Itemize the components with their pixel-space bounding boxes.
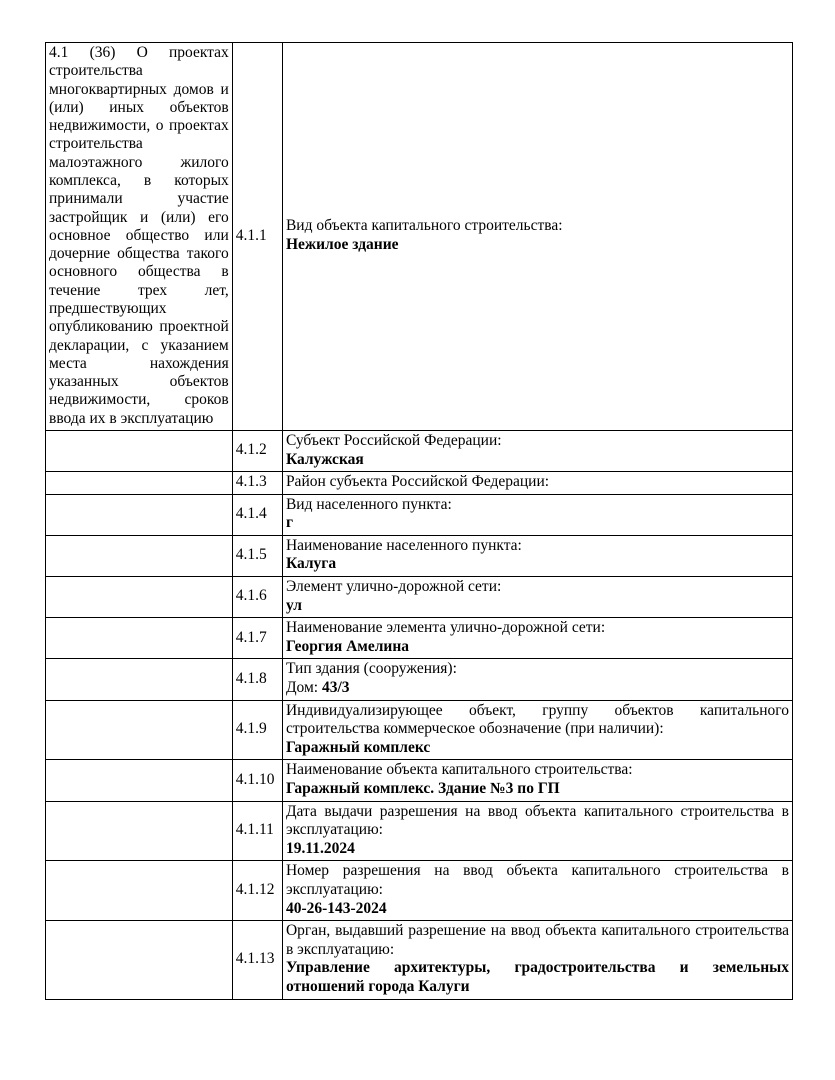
field-value: ул bbox=[285, 596, 302, 614]
field-value-line bbox=[286, 679, 789, 698]
field-label: Субъект Российской Федерации: bbox=[285, 431, 502, 449]
field-value-line bbox=[286, 638, 789, 657]
field-label: Номер разрешения на ввод объекта капитального строительства в эксплуатацию: bbox=[285, 862, 789, 898]
field-value: Нежилое здание bbox=[285, 235, 399, 253]
field-value: Калужская bbox=[285, 450, 364, 468]
field-value-prefix: Дом: bbox=[285, 679, 322, 697]
table-row bbox=[46, 430, 793, 471]
empty-left-cell bbox=[46, 659, 233, 700]
row-code: 4.1.9 bbox=[235, 720, 267, 738]
row-code-cell bbox=[232, 494, 282, 535]
field-value: Георгия Амелина bbox=[285, 637, 410, 655]
field-value-line bbox=[286, 597, 789, 616]
empty-left-cell bbox=[46, 618, 233, 659]
row-code: 4.1.4 bbox=[235, 504, 267, 522]
row-content-cell bbox=[282, 472, 792, 495]
row-content-cell bbox=[282, 921, 792, 999]
empty-left-cell bbox=[46, 760, 233, 801]
field-value-line bbox=[286, 780, 789, 799]
row-code: 4.1.3 bbox=[235, 473, 267, 491]
empty-left-cell bbox=[46, 430, 233, 471]
empty-left-cell bbox=[46, 535, 233, 576]
empty-left-cell bbox=[46, 472, 233, 495]
empty-left-cell bbox=[46, 801, 233, 861]
field-value-line bbox=[286, 840, 789, 859]
field-value-line bbox=[286, 451, 789, 470]
row-code: 4.1.12 bbox=[235, 880, 275, 898]
row-code-cell bbox=[232, 535, 282, 576]
row-content-cell bbox=[282, 535, 792, 576]
field-value-line bbox=[286, 959, 789, 996]
row-content-cell bbox=[282, 618, 792, 659]
field-value: Гаражный комплекс bbox=[285, 738, 431, 756]
field-value: Калуга bbox=[285, 555, 337, 573]
row-content-cell bbox=[282, 43, 792, 431]
row-code: 4.1.10 bbox=[235, 770, 275, 788]
empty-left-cell bbox=[46, 700, 233, 760]
field-value-line bbox=[286, 555, 789, 574]
row-code-cell bbox=[232, 700, 282, 760]
empty-left-cell bbox=[46, 921, 233, 999]
row-code-cell bbox=[232, 618, 282, 659]
table-row bbox=[46, 618, 793, 659]
table-row bbox=[46, 494, 793, 535]
row-code: 4.1.11 bbox=[235, 821, 274, 839]
field-label: Наименование объекта капитального строительства: bbox=[285, 761, 633, 779]
row-content-cell bbox=[282, 700, 792, 760]
row-code-cell bbox=[232, 801, 282, 861]
field-value: г bbox=[285, 514, 293, 532]
table-row bbox=[46, 801, 793, 861]
row-code-cell bbox=[232, 430, 282, 471]
row-code-cell bbox=[232, 760, 282, 801]
row-content-cell bbox=[282, 494, 792, 535]
row-code-cell bbox=[232, 43, 282, 431]
table-row bbox=[46, 472, 793, 495]
field-value-line bbox=[286, 514, 789, 533]
row-code: 4.1.7 bbox=[235, 628, 267, 646]
empty-left-cell bbox=[46, 577, 233, 618]
table-row bbox=[46, 43, 793, 431]
field-label: Индивидуализирующее объект, группу объектов капитального строительства коммерческое обозначение (при наличии): bbox=[285, 701, 789, 738]
field-label: Район субъекта Российской Федерации: bbox=[285, 473, 550, 491]
row-code-cell bbox=[232, 861, 282, 921]
field-value-line bbox=[286, 900, 789, 919]
row-content-cell bbox=[282, 577, 792, 618]
field-value-line bbox=[286, 236, 789, 255]
table-row bbox=[46, 659, 793, 700]
row-content-cell bbox=[282, 659, 792, 700]
section-note-text: 4.1 (36) О проектах строительства многоквартирных домов и (или) иных объектов недвижимости, о проектах строительства малоэтажного жилого комплекса, в которых принимали участие застройщик и (или) его основное общество или дочерние общества такого основного общества в течение трех лет, предшествующих опубликованию проектной декларации, с указанием места нахождения указанных объектов недвижимости, сроков ввода их в эксплуатацию bbox=[49, 44, 229, 427]
row-code: 4.1.2 bbox=[235, 441, 267, 459]
field-value: 40-26-143-2024 bbox=[285, 899, 387, 917]
field-label: Наименование элемента улично-дорожной сети: bbox=[285, 619, 606, 637]
row-content-cell bbox=[282, 760, 792, 801]
field-value: 43/3 bbox=[321, 679, 350, 697]
field-value: Управление архитектуры, градостроительства и земельных отношений города Калуги bbox=[285, 959, 789, 995]
row-content-cell bbox=[282, 801, 792, 861]
row-code: 4.1.6 bbox=[235, 587, 267, 605]
field-label: Тип здания (сооружения): bbox=[285, 660, 457, 678]
table-row bbox=[46, 577, 793, 618]
field-value: Гаражный комплекс. Здание №3 по ГП bbox=[285, 780, 560, 797]
field-label: Наименование населенного пункта: bbox=[285, 536, 522, 554]
table-row bbox=[46, 760, 793, 801]
row-content-cell bbox=[282, 861, 792, 921]
field-label: Орган, выдавший разрешение на ввод объекта капитального строительства в эксплуатацию: bbox=[285, 922, 789, 958]
field-label: Вид населенного пункта: bbox=[285, 495, 452, 513]
table-row bbox=[46, 861, 793, 921]
row-code: 4.1.1 bbox=[235, 226, 267, 244]
table-row bbox=[46, 535, 793, 576]
row-code: 4.1.5 bbox=[235, 546, 267, 564]
table-row bbox=[46, 921, 793, 999]
field-value: 19.11.2024 bbox=[285, 839, 355, 857]
row-code-cell bbox=[232, 659, 282, 700]
empty-left-cell bbox=[46, 861, 233, 921]
section-note-cell bbox=[46, 43, 233, 431]
table-row bbox=[46, 700, 793, 760]
row-code: 4.1.13 bbox=[235, 950, 275, 968]
field-label: Элемент улично-дорожной сети: bbox=[285, 578, 502, 596]
row-code: 4.1.8 bbox=[235, 669, 267, 687]
field-label: Дата выдачи разрешения на ввод объекта капитального строительства в эксплуатацию: bbox=[285, 802, 789, 839]
project-declaration-table bbox=[45, 42, 793, 1000]
field-label: Вид объекта капитального строительства: bbox=[285, 217, 563, 235]
row-code-cell bbox=[232, 472, 282, 495]
empty-left-cell bbox=[46, 494, 233, 535]
row-content-cell bbox=[282, 430, 792, 471]
row-code-cell bbox=[232, 577, 282, 618]
row-code-cell bbox=[232, 921, 282, 999]
field-value-line bbox=[286, 739, 789, 758]
